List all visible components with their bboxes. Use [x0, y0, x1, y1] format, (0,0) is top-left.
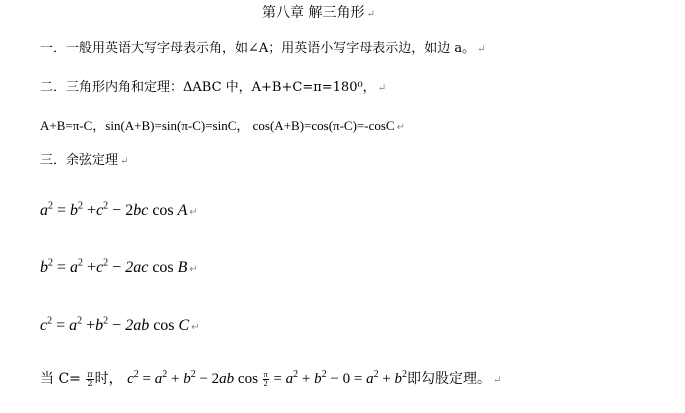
eq-var: b — [394, 371, 403, 387]
paragraph-mark-icon: ↵ — [493, 375, 502, 386]
eq-var: c — [96, 259, 104, 276]
fraction-numerator: π — [87, 369, 93, 379]
eq-func: cos — [152, 202, 174, 219]
eq-sign: − — [112, 202, 122, 219]
pythagoras-equation: $c^2 = a^2 + b^2 - 2ab$ cos $\frac{\pi}{2}$ = $a^2 + b^2 - 0 = a^2 + b^2$ — [127, 369, 408, 389]
eq-exp: 2 — [48, 257, 53, 269]
paragraph-mark-icon: ↵ — [366, 9, 375, 20]
paragraph-angle-sum — [40, 79, 386, 98]
fraction-denominator: 2 — [87, 378, 93, 388]
eq-angle: A — [177, 202, 188, 219]
fraction-denominator: 2 — [263, 379, 268, 389]
eq-var: ab — [219, 371, 235, 387]
eq-var: b — [183, 371, 191, 387]
chapter-title-text: 第八章 解三角形 — [262, 5, 365, 21]
equation-b-squared — [40, 258, 198, 280]
eq-exp: 2 — [78, 257, 84, 269]
chapter-title — [262, 4, 375, 24]
eq-var: c — [141, 202, 149, 219]
paragraph-mark-icon: ↵ — [377, 83, 387, 94]
eq-exp: 2 — [373, 369, 379, 380]
eq-var: c — [96, 202, 104, 219]
eq-sign: − — [112, 317, 122, 334]
eq-func: cos — [153, 317, 175, 334]
paragraph-mark-icon: ↵ — [120, 156, 129, 167]
eq-angle: B — [177, 259, 188, 276]
paragraph-notation — [40, 40, 486, 59]
eq-exp: 2 — [103, 257, 109, 269]
eq-var: b — [133, 202, 142, 219]
paragraph-mark-icon: ↵ — [396, 122, 405, 133]
eq-sign: = — [57, 259, 67, 276]
fraction-pi-over-2 — [263, 371, 269, 388]
eq-sign: = — [57, 202, 67, 219]
paragraph-mark-icon: ↵ — [189, 207, 198, 218]
eq-exp: 2 — [47, 315, 53, 327]
section-law-of-cosines — [40, 152, 128, 171]
eq-var: b — [314, 371, 322, 387]
pythagoras-suffix: 即勾股定理。 — [407, 371, 492, 387]
paragraph-identities-text: A+B=π-C，sin(A+B)=sin(π-C)=sinC， cos(A+B)=cos(π-C)=-cosC — [40, 118, 395, 133]
paragraph-mark-icon: ↵ — [477, 44, 486, 55]
fraction-pi-over-2 — [86, 371, 93, 388]
eq-var: a — [366, 371, 374, 387]
eq-exp: 2 — [321, 369, 327, 380]
eq-exp: 2 — [133, 369, 139, 380]
equation-a-squared — [40, 201, 198, 223]
eq-exp: 2 — [77, 315, 83, 327]
pythagoras-mid: 时， — [94, 371, 123, 387]
eq-sign: − — [112, 259, 122, 276]
eq-exp: 2 — [190, 369, 196, 380]
paragraph-mark-icon: ↵ — [191, 322, 200, 333]
eq-var: a — [70, 259, 79, 276]
eq-exp: 2 — [103, 200, 109, 212]
eq-term: 2ab — [125, 317, 150, 334]
eq-sign: = — [56, 317, 66, 334]
eq-sign: + — [87, 202, 97, 219]
eq-func: cos — [152, 259, 174, 276]
eq-exp: 2 — [293, 369, 299, 380]
eq-var: c — [40, 317, 48, 334]
eq-var: b — [95, 317, 104, 334]
paragraph-pythagoras — [40, 370, 501, 390]
equation-c-squared — [40, 316, 200, 338]
fraction-numerator: π — [263, 370, 268, 380]
eq-sign: + — [87, 259, 97, 276]
eq-exp: 2 — [48, 200, 53, 212]
eq-coef: 2 — [125, 202, 134, 219]
section-law-of-cosines-text: 三．余弦定理 — [40, 153, 119, 168]
eq-angle: C — [178, 317, 190, 334]
paragraph-notation-text: 一．一般用英语大写字母表示角，如∠A；用英语小写字母表示边，如边 a。 — [40, 41, 476, 56]
paragraph-mark-icon: ↵ — [189, 264, 198, 275]
eq-var: a — [69, 317, 78, 334]
eq-var: a — [154, 371, 163, 387]
eq-exp: 2 — [103, 315, 109, 327]
pythagoras-prefix: 当 C= — [40, 371, 81, 387]
eq-exp: 2 — [78, 200, 84, 212]
eq-var: c — [127, 371, 134, 387]
paragraph-angle-sum-text: 二．三角形内角和定理：ΔABC 中，A+B+C=π=180⁰， — [40, 80, 376, 95]
eq-exp: 2 — [402, 369, 408, 380]
paragraph-identities — [40, 117, 405, 137]
eq-term: 2ac — [125, 259, 149, 276]
eq-sign: + — [86, 317, 96, 334]
eq-var: a — [40, 202, 48, 219]
eq-var: b — [70, 202, 79, 219]
eq-exp: 2 — [162, 369, 168, 380]
eq-var: a — [285, 371, 294, 387]
eq-var: b — [40, 259, 48, 276]
